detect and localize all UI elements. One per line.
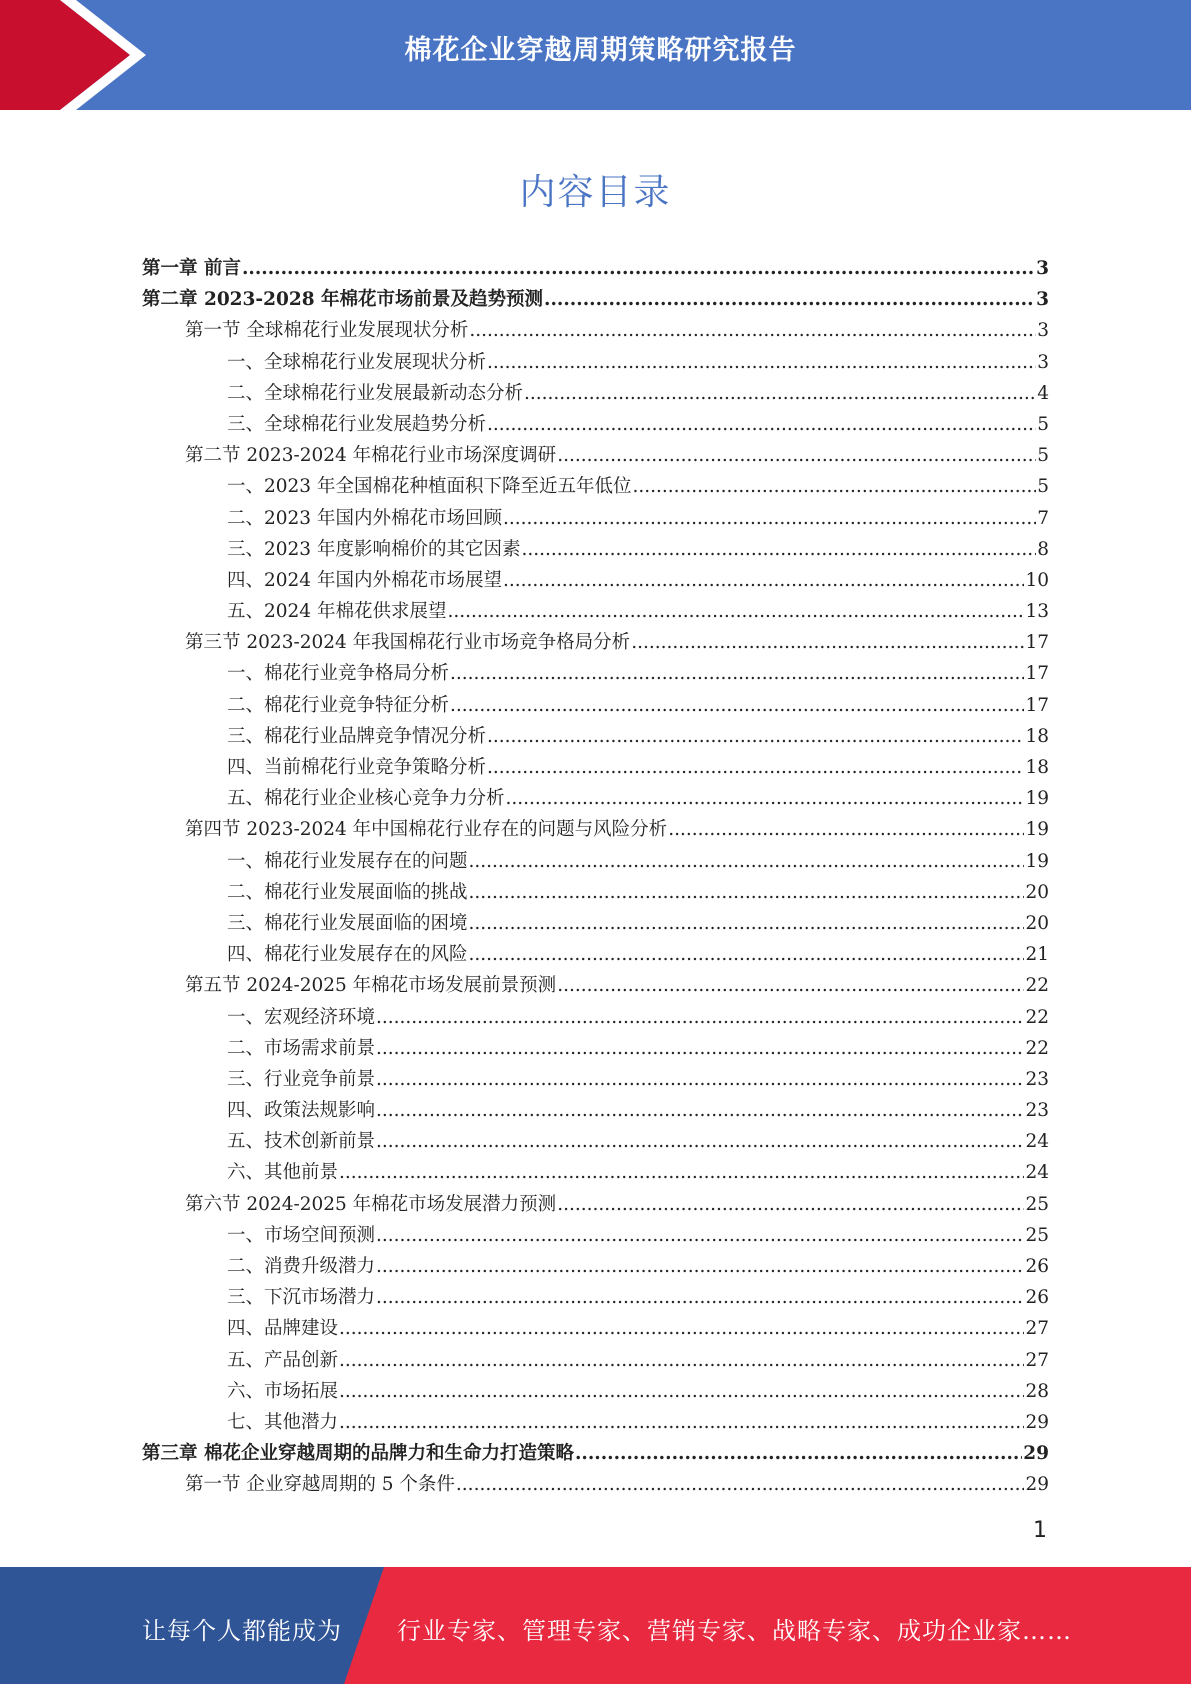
toc-leader-dots [503,570,1024,591]
toc-entry[interactable] [142,628,1049,659]
toc-entry-page: 25 [1025,1224,1049,1246]
toc-entry-title: 三、全球棉花行业发展趋势分析 [227,413,487,435]
toc-entry[interactable] [142,1221,1049,1252]
toc-leader-dots [487,757,1024,778]
toc-entry[interactable] [142,1346,1049,1377]
toc-entry-title: 一、宏观经济环境 [227,1006,376,1028]
toc-entry-page: 3 [1037,320,1049,342]
toc-entry[interactable] [142,1283,1049,1314]
toc-entry-page: 17 [1025,694,1049,716]
toc-entry-page: 19 [1025,819,1049,841]
toc-leader-dots [376,1225,1024,1246]
toc-leader-dots [242,258,1035,279]
table-of-contents [142,254,1049,1502]
footer-banner [0,1567,1191,1684]
toc-entry-page: 22 [1025,1006,1049,1028]
toc-entry-page: 22 [1025,1037,1049,1059]
toc-leader-dots [456,1474,1025,1495]
toc-entry-title: 第六节 2024-2025 年棉花市场发展潜力预测 [185,1193,557,1215]
toc-leader-dots [487,414,1036,435]
toc-entry-page: 18 [1025,757,1049,778]
toc-entry-title: 第一节 企业穿越周期的 5 个条件 [185,1474,455,1496]
toc-leader-dots [376,1131,1024,1152]
toc-leader-dots [557,445,1036,466]
toc-entry-title: 二、消费升级潜力 [227,1256,376,1277]
toc-entry-page: 24 [1025,1131,1049,1153]
toc-leader-dots [469,851,1025,872]
toc-entry-page: 26 [1025,1256,1049,1277]
toc-entry-title: 一、市场空间预测 [227,1224,376,1246]
toc-entry-page: 4 [1037,382,1049,404]
toc-leader-dots [506,788,1025,809]
toc-leader-dots [631,632,1024,653]
toc-leader-dots [376,1100,1024,1121]
toc-entry-title: 二、2023 年国内外棉花市场回顾 [227,507,502,529]
toc-entry[interactable] [142,1127,1049,1158]
toc-entry[interactable] [142,348,1049,379]
toc-entry-title: 第三章 棉花企业穿越周期的品牌力和生命力打造策略 [142,1443,574,1465]
toc-entry[interactable] [142,1252,1049,1283]
toc-leader-dots [450,695,1024,716]
toc-entry[interactable] [142,1190,1049,1221]
toc-entry-page: 29 [1025,1411,1049,1433]
toc-entry-title: 四、棉花行业发展存在的风险 [227,944,468,966]
toc-entry[interactable] [142,254,1049,285]
toc-entry-page: 21 [1025,944,1049,966]
toc-entry-page: 26 [1025,1287,1049,1309]
toc-leader-dots [339,1162,1024,1183]
toc-entry-title: 七、其他潜力 [227,1411,339,1433]
toc-entry-page: 5 [1037,445,1049,467]
toc-leader-dots [557,1194,1024,1215]
toc-entry[interactable] [142,1034,1049,1065]
toc-entry-page: 29 [1023,1443,1049,1465]
toc-leader-dots [376,1069,1024,1090]
toc-entry-title: 三、棉花行业发展面临的困境 [227,912,468,934]
toc-entry[interactable] [142,379,1049,410]
toc-entry-page: 25 [1025,1193,1049,1215]
toc-entry[interactable] [142,1314,1049,1345]
toc-entry-title: 第一节 全球棉花行业发展现状分析 [185,320,469,342]
toc-entry-title: 四、2024 年国内外棉花市场展望 [227,569,502,591]
toc-entry[interactable] [142,815,1049,846]
toc-entry-title: 四、品牌建设 [227,1318,339,1340]
toc-entry-title: 第二节 2023-2024 年棉花行业市场深度调研 [185,445,557,467]
toc-leader-dots [376,1256,1024,1277]
toc-entry-title: 二、全球棉花行业发展最新动态分析 [227,382,524,404]
footer-slogan-right: 行业专家、管理专家、营销专家、战略专家、成功企业家…… [397,1617,1072,1645]
toc-entry-title: 三、棉花行业品牌竞争情况分析 [227,725,487,747]
toc-leader-dots [469,913,1025,934]
toc-entry[interactable] [142,285,1049,316]
toc-entry[interactable] [142,909,1049,940]
toc-leader-dots [503,508,1036,529]
toc-entry-page: 29 [1025,1474,1049,1496]
toc-entry-title: 三、下沉市场潜力 [227,1287,376,1309]
toc-leader-dots [469,944,1025,965]
toc-entry[interactable] [142,659,1049,690]
toc-entry-page: 3 [1036,258,1049,279]
toc-entry-title: 四、政策法规影响 [227,1100,376,1122]
toc-entry-title: 第一章 前言 [142,258,241,279]
toc-heading: 内容目录 [519,172,672,213]
toc-entry-title: 四、当前棉花行业竞争策略分析 [227,757,487,778]
toc-entry-page: 5 [1037,413,1049,435]
toc-entry-page: 19 [1025,850,1049,872]
toc-entry-page: 24 [1025,1162,1049,1184]
header-banner [0,0,1191,110]
toc-entry[interactable] [142,597,1049,628]
toc-entry[interactable] [142,1439,1049,1470]
toc-entry[interactable] [142,878,1049,909]
toc-entry[interactable] [142,753,1049,784]
toc-entry[interactable] [142,1470,1049,1501]
toc-leader-dots [376,1038,1024,1059]
toc-entry-page: 8 [1037,538,1049,560]
toc-leader-dots [544,289,1035,310]
toc-entry-page: 7 [1037,507,1049,529]
toc-entry-title: 三、行业竞争前景 [227,1068,376,1090]
toc-leader-dots [376,1287,1024,1308]
toc-leader-dots [376,1007,1024,1028]
toc-entry-page: 3 [1036,289,1049,311]
toc-entry-title: 第五节 2024-2025 年棉花市场发展前景预测 [185,975,557,997]
toc-entry[interactable] [142,316,1049,347]
toc-entry-page: 10 [1025,569,1049,591]
toc-leader-dots [487,726,1024,747]
toc-entry-title: 二、棉花行业竞争特征分析 [227,694,450,716]
toc-entry-title: 第二章 2023-2028 年棉花市场前景及趋势预测 [142,289,544,311]
toc-entry-title: 五、2024 年棉花供求展望 [227,601,447,623]
toc-entry-page: 20 [1025,881,1049,903]
toc-entry[interactable] [142,1408,1049,1439]
toc-entry-title: 二、市场需求前景 [227,1037,376,1059]
toc-entry-title: 一、棉花行业发展存在的问题 [227,850,468,872]
toc-entry-page: 22 [1025,975,1049,997]
toc-entry-page: 23 [1025,1068,1049,1090]
toc-entry-title: 三、2023 年度影响棉价的其它因素 [227,538,521,560]
toc-entry-title: 二、棉花行业发展面临的挑战 [227,881,468,903]
toc-entry[interactable] [142,441,1049,472]
toc-entry[interactable] [142,472,1049,503]
toc-entry-title: 一、2023 年全国棉花种植面积下降至近五年低位 [227,476,632,498]
toc-entry[interactable] [142,691,1049,722]
toc-entry-page: 20 [1025,912,1049,934]
toc-entry[interactable] [142,535,1049,566]
toc-leader-dots [339,1412,1024,1433]
toc-leader-dots [450,663,1024,684]
toc-entry[interactable] [142,784,1049,815]
toc-entry[interactable] [142,1096,1049,1127]
toc-entry[interactable] [142,722,1049,753]
toc-entry-page: 5 [1037,476,1049,498]
toc-leader-dots [339,1381,1024,1402]
toc-entry[interactable] [142,1003,1049,1034]
toc-entry[interactable] [142,847,1049,878]
toc-entry-page: 23 [1025,1100,1049,1122]
toc-leader-dots [339,1318,1024,1339]
toc-leader-dots [469,320,1036,341]
toc-leader-dots [469,882,1025,903]
toc-leader-dots [487,352,1036,373]
toc-entry-page: 27 [1025,1349,1049,1371]
toc-entry-page: 13 [1025,601,1049,623]
page-number: 1 [1033,1518,1047,1543]
footer-slogan-left: 让每个人都能成为 [142,1617,342,1645]
toc-entry-title: 一、棉花行业竞争格局分析 [227,663,450,685]
toc-entry-page: 3 [1037,351,1049,373]
toc-entry[interactable] [142,410,1049,441]
toc-entry[interactable] [142,504,1049,535]
toc-entry[interactable] [142,566,1049,597]
toc-leader-dots [524,383,1036,404]
toc-leader-dots [447,601,1024,622]
toc-entry[interactable] [142,940,1049,971]
toc-entry-title: 六、市场拓展 [227,1380,339,1402]
toc-entry-page: 28 [1025,1380,1049,1402]
report-title: 棉花企业穿越周期策略研究报告 [404,35,797,66]
toc-entry-title: 五、技术创新前景 [227,1131,376,1153]
toc-leader-dots [668,819,1024,840]
toc-entry[interactable] [142,971,1049,1002]
toc-entry-page: 18 [1025,725,1049,747]
toc-entry[interactable] [142,1158,1049,1189]
toc-entry-title: 五、棉花行业企业核心竞争力分析 [227,788,505,810]
toc-entry-title: 五、产品创新 [227,1349,339,1371]
toc-leader-dots [632,476,1036,497]
toc-entry-page: 27 [1025,1318,1049,1340]
toc-entry[interactable] [142,1065,1049,1096]
toc-entry-page: 17 [1025,663,1049,685]
toc-entry-title: 一、全球棉花行业发展现状分析 [227,351,487,373]
toc-entry-page: 17 [1025,632,1049,654]
toc-leader-dots [575,1443,1022,1464]
toc-entry-title: 第四节 2023-2024 年中国棉花行业存在的问题与风险分析 [185,819,668,841]
toc-leader-dots [339,1350,1024,1371]
toc-entry-title: 第三节 2023-2024 年我国棉花行业市场竞争格局分析 [185,632,631,654]
toc-entry-page: 19 [1025,788,1049,810]
toc-leader-dots [521,539,1036,560]
toc-entry[interactable] [142,1377,1049,1408]
toc-leader-dots [557,975,1024,996]
toc-entry-title: 六、其他前景 [227,1162,339,1184]
